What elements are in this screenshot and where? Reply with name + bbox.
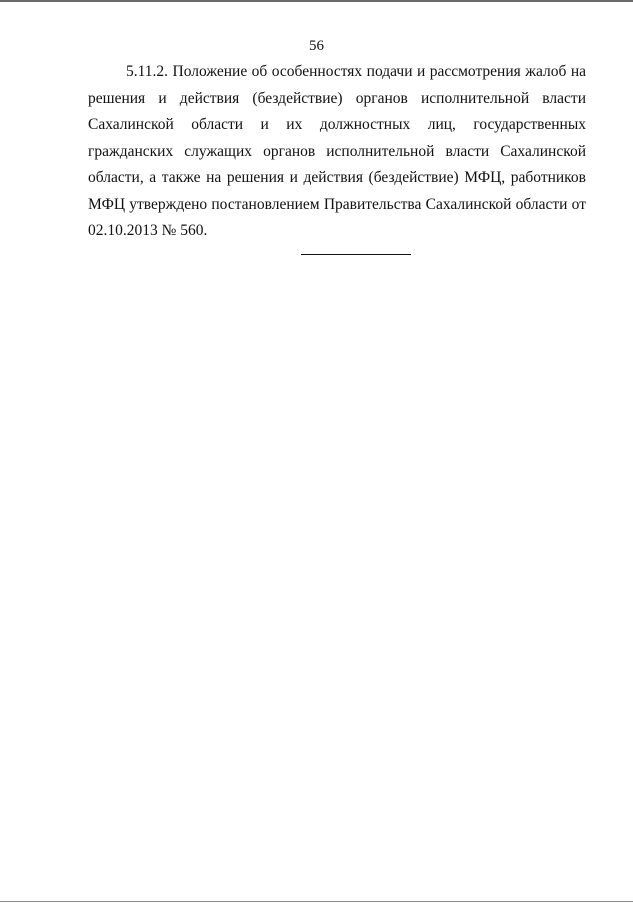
section-separator-line — [301, 254, 411, 255]
scan-edge-top — [0, 0, 633, 2]
regulation-paragraph: 5.11.2. Положение об особенностях подачи и рассмотрения жалоб на решения и действия (бездействие) органов исполнительной власти Сахалинской области и их должностных лиц, государственных гражданских служащих органов исполнительной власти Сахалинской области, а также на решения и действия (бездействие) МФЦ, работников МФЦ утверждено постановлением Правительства Сахалинской области от 02.10.2013 № 560. — [88, 63, 586, 239]
page-number: 56 — [309, 38, 324, 54]
scan-edge-bottom — [0, 901, 633, 902]
